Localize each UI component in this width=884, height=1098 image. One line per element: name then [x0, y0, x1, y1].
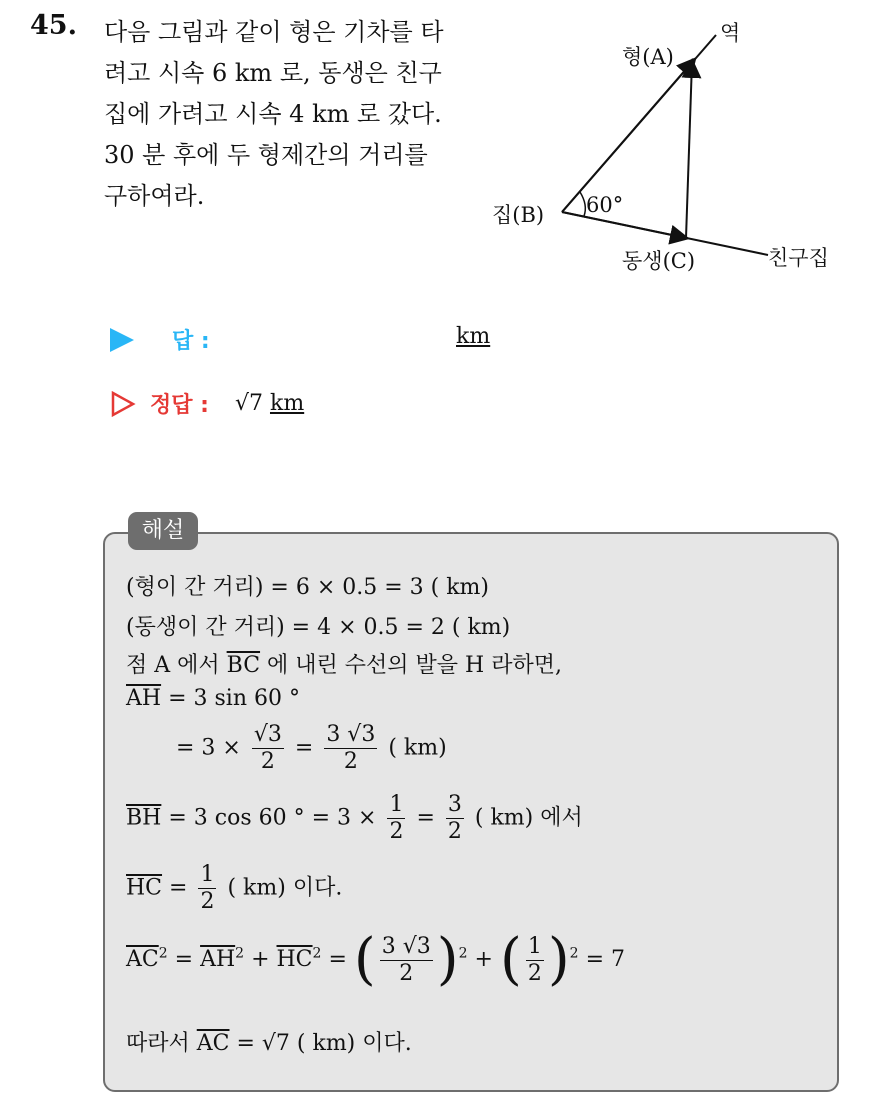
- solution-line: [126, 792, 583, 845]
- solution-tag: 해설: [128, 512, 198, 550]
- angle-arc: [580, 192, 585, 216]
- exponent: 2: [569, 945, 579, 962]
- segment: $\overline{HC}$: [126, 875, 163, 901]
- segment: $\overline{AC}$: [126, 947, 159, 972]
- question-line: 30 분 후에 두 형제간의 거리를: [104, 141, 428, 169]
- answer-unit: km: [456, 324, 491, 349]
- text: = 3 cos 60 ° = 3 ×: [161, 805, 377, 831]
- denominator: 2: [343, 749, 358, 774]
- fraction: [380, 934, 433, 987]
- left-paren: (: [353, 927, 376, 992]
- fraction: [526, 934, 544, 987]
- fraction: [446, 792, 464, 845]
- text: =: [229, 1031, 262, 1056]
- text: = 3 sin 60 °: [161, 686, 300, 711]
- correct-answer-label: 정답 :: [150, 393, 209, 418]
- text: ( km) 에서: [474, 805, 583, 831]
- text: 점 A 에서: [126, 653, 227, 678]
- solution-line: (형이 간 거리) = 6 × 0.5 = 3 ( km): [126, 575, 489, 600]
- text: = 7: [585, 947, 626, 972]
- numerator: 3 √3: [326, 722, 376, 747]
- solution-line: [126, 1026, 412, 1057]
- solution-line: [126, 648, 562, 679]
- text: ( km) 이다.: [289, 1031, 412, 1056]
- correct-answer-value: [235, 391, 304, 416]
- fraction: [198, 862, 216, 915]
- question-number: 45.: [30, 10, 77, 41]
- exponent: 2: [235, 945, 245, 962]
- fraction: [324, 722, 377, 775]
- segment: $\overline{HC}$: [276, 947, 313, 972]
- exponent: 2: [312, 945, 322, 962]
- fraction: [387, 792, 405, 845]
- text: ( km): [388, 735, 447, 761]
- right-paren: ): [547, 927, 570, 992]
- label-b: 집(B): [492, 203, 545, 227]
- left-paren: (: [499, 927, 522, 992]
- label-station: 역: [720, 21, 741, 45]
- question-line: 구하여라.: [104, 182, 205, 210]
- solution-line: [176, 722, 447, 775]
- numerator: 1: [200, 862, 215, 887]
- label-friend: 친구집: [768, 246, 829, 270]
- segment: $\overline{BC}$: [226, 653, 261, 678]
- answer-label: 답 :: [172, 329, 210, 354]
- play-outline-icon: [110, 391, 136, 417]
- denominator: 2: [399, 960, 414, 986]
- segment: $\overline{AC}$: [196, 1031, 230, 1056]
- text: =: [294, 735, 314, 761]
- arrow-to-c: [562, 212, 686, 238]
- arrow-c-to-a: [686, 62, 692, 238]
- solution-line: [126, 862, 342, 915]
- numerator: 3: [447, 792, 462, 817]
- question-text: [104, 12, 474, 217]
- label-angle: 60°: [586, 193, 624, 217]
- numerator: 1: [527, 933, 542, 959]
- solution-line: [126, 686, 300, 711]
- solution-line: (동생이 간 거리) = 4 × 0.5 = 2 ( km): [126, 615, 511, 640]
- text: ( km) 이다.: [227, 875, 343, 901]
- label-c: 동생(C): [622, 249, 696, 273]
- correct-answer-unit: km: [269, 391, 305, 416]
- play-icon: [110, 328, 134, 352]
- denominator: 2: [527, 960, 542, 986]
- numerator: 3 √3: [381, 933, 431, 959]
- denominator: 2: [389, 819, 404, 844]
- arrow-to-a: [562, 60, 694, 212]
- denominator: 2: [447, 819, 462, 844]
- numerator: 1: [389, 792, 404, 817]
- exponent: 2: [158, 945, 168, 962]
- denominator: 2: [260, 749, 275, 774]
- correct-answer-row: [110, 388, 304, 419]
- fraction: [252, 722, 284, 775]
- answer-row: [110, 324, 491, 355]
- question-line: 려고 시속 6 km 로, 동생은 친구: [104, 59, 442, 87]
- text: =: [162, 875, 188, 901]
- denominator: 2: [200, 889, 215, 914]
- correct-answer-number: √7: [234, 391, 263, 416]
- segment: $\overline{AH}$: [126, 686, 162, 711]
- question-line: 집에 가려고 시속 4 km 로 갔다.: [104, 100, 442, 128]
- segment: $\overline{AH}$: [200, 947, 236, 972]
- triangle-diagram: [480, 0, 884, 290]
- segment: $\overline{BH}$: [126, 805, 162, 831]
- question-line: 다음 그림과 같이 형은 기차를 타: [104, 18, 444, 46]
- solution-line: $\overline{AC}^2 = \overline{AH}^2 + \overline{HC}^2$ = ( $\frac{3 √3}{2}$ )$^2$ + ( $\frac{1}{2}$ )$^2$ = 7: [126, 927, 626, 992]
- text: = 3 ×: [176, 735, 241, 761]
- exponent: 2: [458, 945, 468, 962]
- sqrt-value: √7: [261, 1031, 290, 1056]
- numerator: √3: [253, 722, 282, 747]
- text: 에 내린 수선의 발을 H 라하면,: [260, 653, 562, 678]
- text: 따라서: [126, 1031, 197, 1056]
- label-a: 형(A): [622, 45, 674, 69]
- right-paren: ): [436, 927, 459, 992]
- text: =: [416, 805, 435, 831]
